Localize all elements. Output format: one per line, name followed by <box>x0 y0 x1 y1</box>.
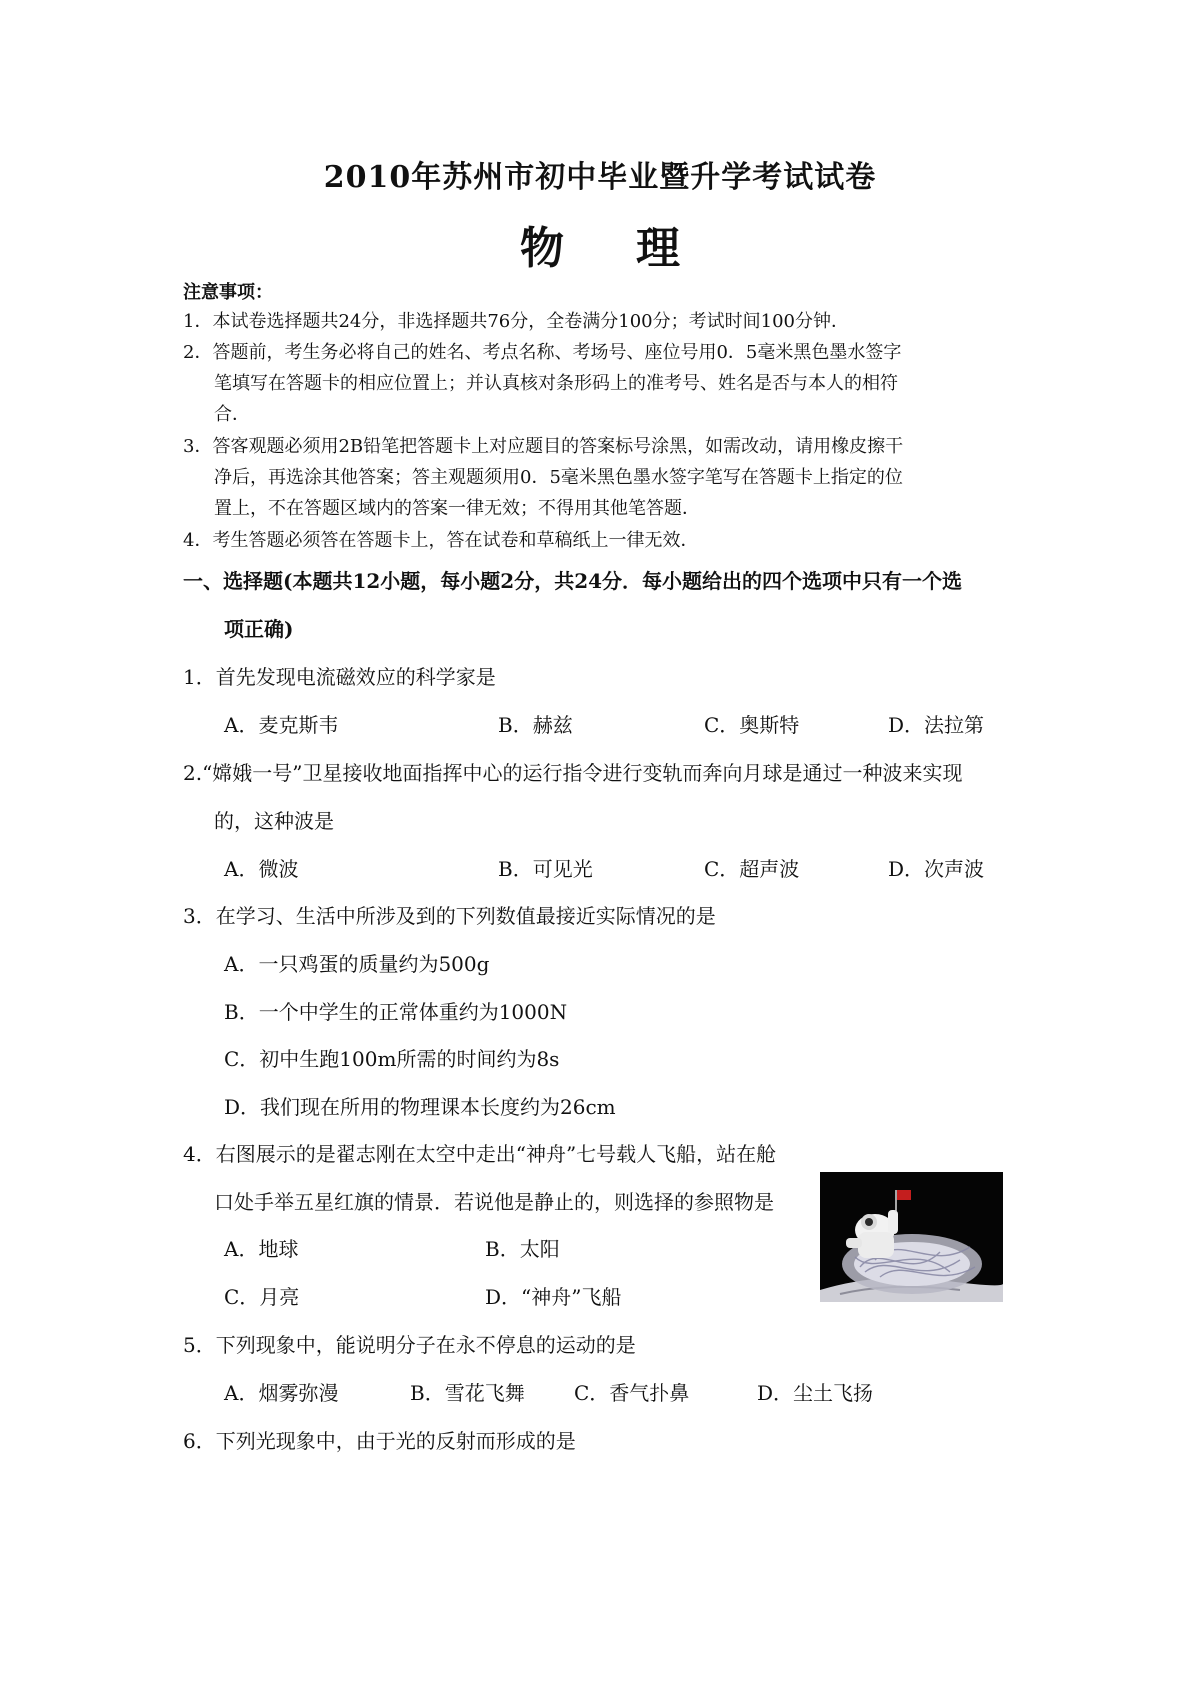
notice-item-2-line-3: 合． <box>214 404 250 425</box>
question-4-option-b: B．太阳 <box>485 1237 560 1261</box>
question-1-stem: 1．首先发现电流磁效应的科学家是 <box>183 665 496 689</box>
astronaut-illustration <box>820 1172 1003 1302</box>
question-1-option-d: D．法拉第 <box>888 713 985 737</box>
subject-title <box>0 212 1200 276</box>
notice-item-2-line-1: 2．答题前，考生务必将自己的姓名、考点名称、考场号、座位号用0．5毫米黑色墨水签字 <box>183 342 902 363</box>
question-2-option-b: B．可见光 <box>498 857 593 881</box>
question-4-stem-line-2: 口处手举五星红旗的情景．若说他是静止的，则选择的参照物是 <box>214 1190 774 1214</box>
question-3-option-b: B．一个中学生的正常体重约为1000N <box>224 1000 568 1024</box>
notice-heading: 注意事项： <box>183 282 273 303</box>
question-2-stem-line-1: 2.“嫦娥一号”卫星接收地面指挥中心的运行指令进行变轨而奔向月球是通过一种波来实现 <box>183 761 963 785</box>
question-2-stem-line-2: 的，这种波是 <box>214 809 334 833</box>
question-4-option-a: A．地球 <box>224 1237 299 1261</box>
notice-item-2-line-2: 笔填写在答题卡的相应位置上；并认真核对条形码上的准考号、姓名是否与本人的相符 <box>214 373 898 394</box>
subject-char-2: 理 <box>636 223 680 274</box>
notice-item-4: 4．考生答题必须答在答题卡上，答在试卷和草稿纸上一律无效． <box>183 530 699 551</box>
question-1-option-c: C．奥斯特 <box>704 713 800 737</box>
question-6-stem: 6．下列光现象中，由于光的反射而形成的是 <box>183 1429 576 1453</box>
question-5-stem: 5．下列现象中，能说明分子在永不停息的运动的是 <box>183 1333 636 1357</box>
question-1-option-b: B．赫兹 <box>498 713 573 737</box>
question-2-option-d: D．次声波 <box>888 857 985 881</box>
question-3-option-d: D．我们现在所用的物理课本长度约为26cm <box>224 1095 616 1119</box>
question-4-option-c: C．月亮 <box>224 1285 300 1309</box>
astronaut-photo <box>820 1172 1003 1302</box>
question-3-option-a: A．一只鸡蛋的质量约为500g <box>224 952 490 976</box>
question-4-stem-line-1: 4．右图展示的是翟志刚在太空中走出“神舟”七号载人飞船，站在舱 <box>183 1142 777 1166</box>
question-3-stem: 3．在学习、生活中所涉及到的下列数值最接近实际情况的是 <box>183 904 716 928</box>
question-5-option-c: C．香气扑鼻 <box>574 1381 690 1405</box>
question-1-option-a: A．麦克斯韦 <box>224 713 339 737</box>
question-5-option-b: B．雪花飞舞 <box>410 1381 525 1405</box>
question-2-option-c: C．超声波 <box>704 857 800 881</box>
question-2-option-a: A．微波 <box>224 857 299 881</box>
question-3-option-c: C．初中生跑100m所需的时间约为8s <box>224 1047 560 1071</box>
section-heading-line-2: 项正确) <box>224 617 294 641</box>
notice-item-3-line-1: 3．答客观题必须用2B铅笔把答题卡上对应题目的答案标号涂黑，如需改动，请用橡皮擦干 <box>183 436 904 457</box>
notice-item-1: 1．本试卷选择题共24分，非选择题共76分，全卷满分100分；考试时间100分钟． <box>183 311 849 332</box>
exam-title: 2010年苏州市初中毕业暨升学考试试卷 <box>323 160 877 195</box>
question-5-option-d: D．尘土飞扬 <box>757 1381 874 1405</box>
question-4-option-d: D．“神舟”飞船 <box>485 1285 622 1309</box>
notice-item-3-line-3: 置上，不在答题区域内的答案一律无效；不得用其他笔答题． <box>214 498 700 519</box>
section-heading-line-1: 一、选择题(本题共12小题，每小题2分，共24分．每小题给出的四个选项中只有一个选 <box>183 569 963 593</box>
subject-char-1: 物 <box>520 223 564 274</box>
notice-item-3-line-2: 净后，再选涂其他答案；答主观题须用0．5毫米黑色墨水签字笔写在答题卡上指定的位 <box>214 467 903 488</box>
question-5-option-a: A．烟雾弥漫 <box>224 1381 339 1405</box>
